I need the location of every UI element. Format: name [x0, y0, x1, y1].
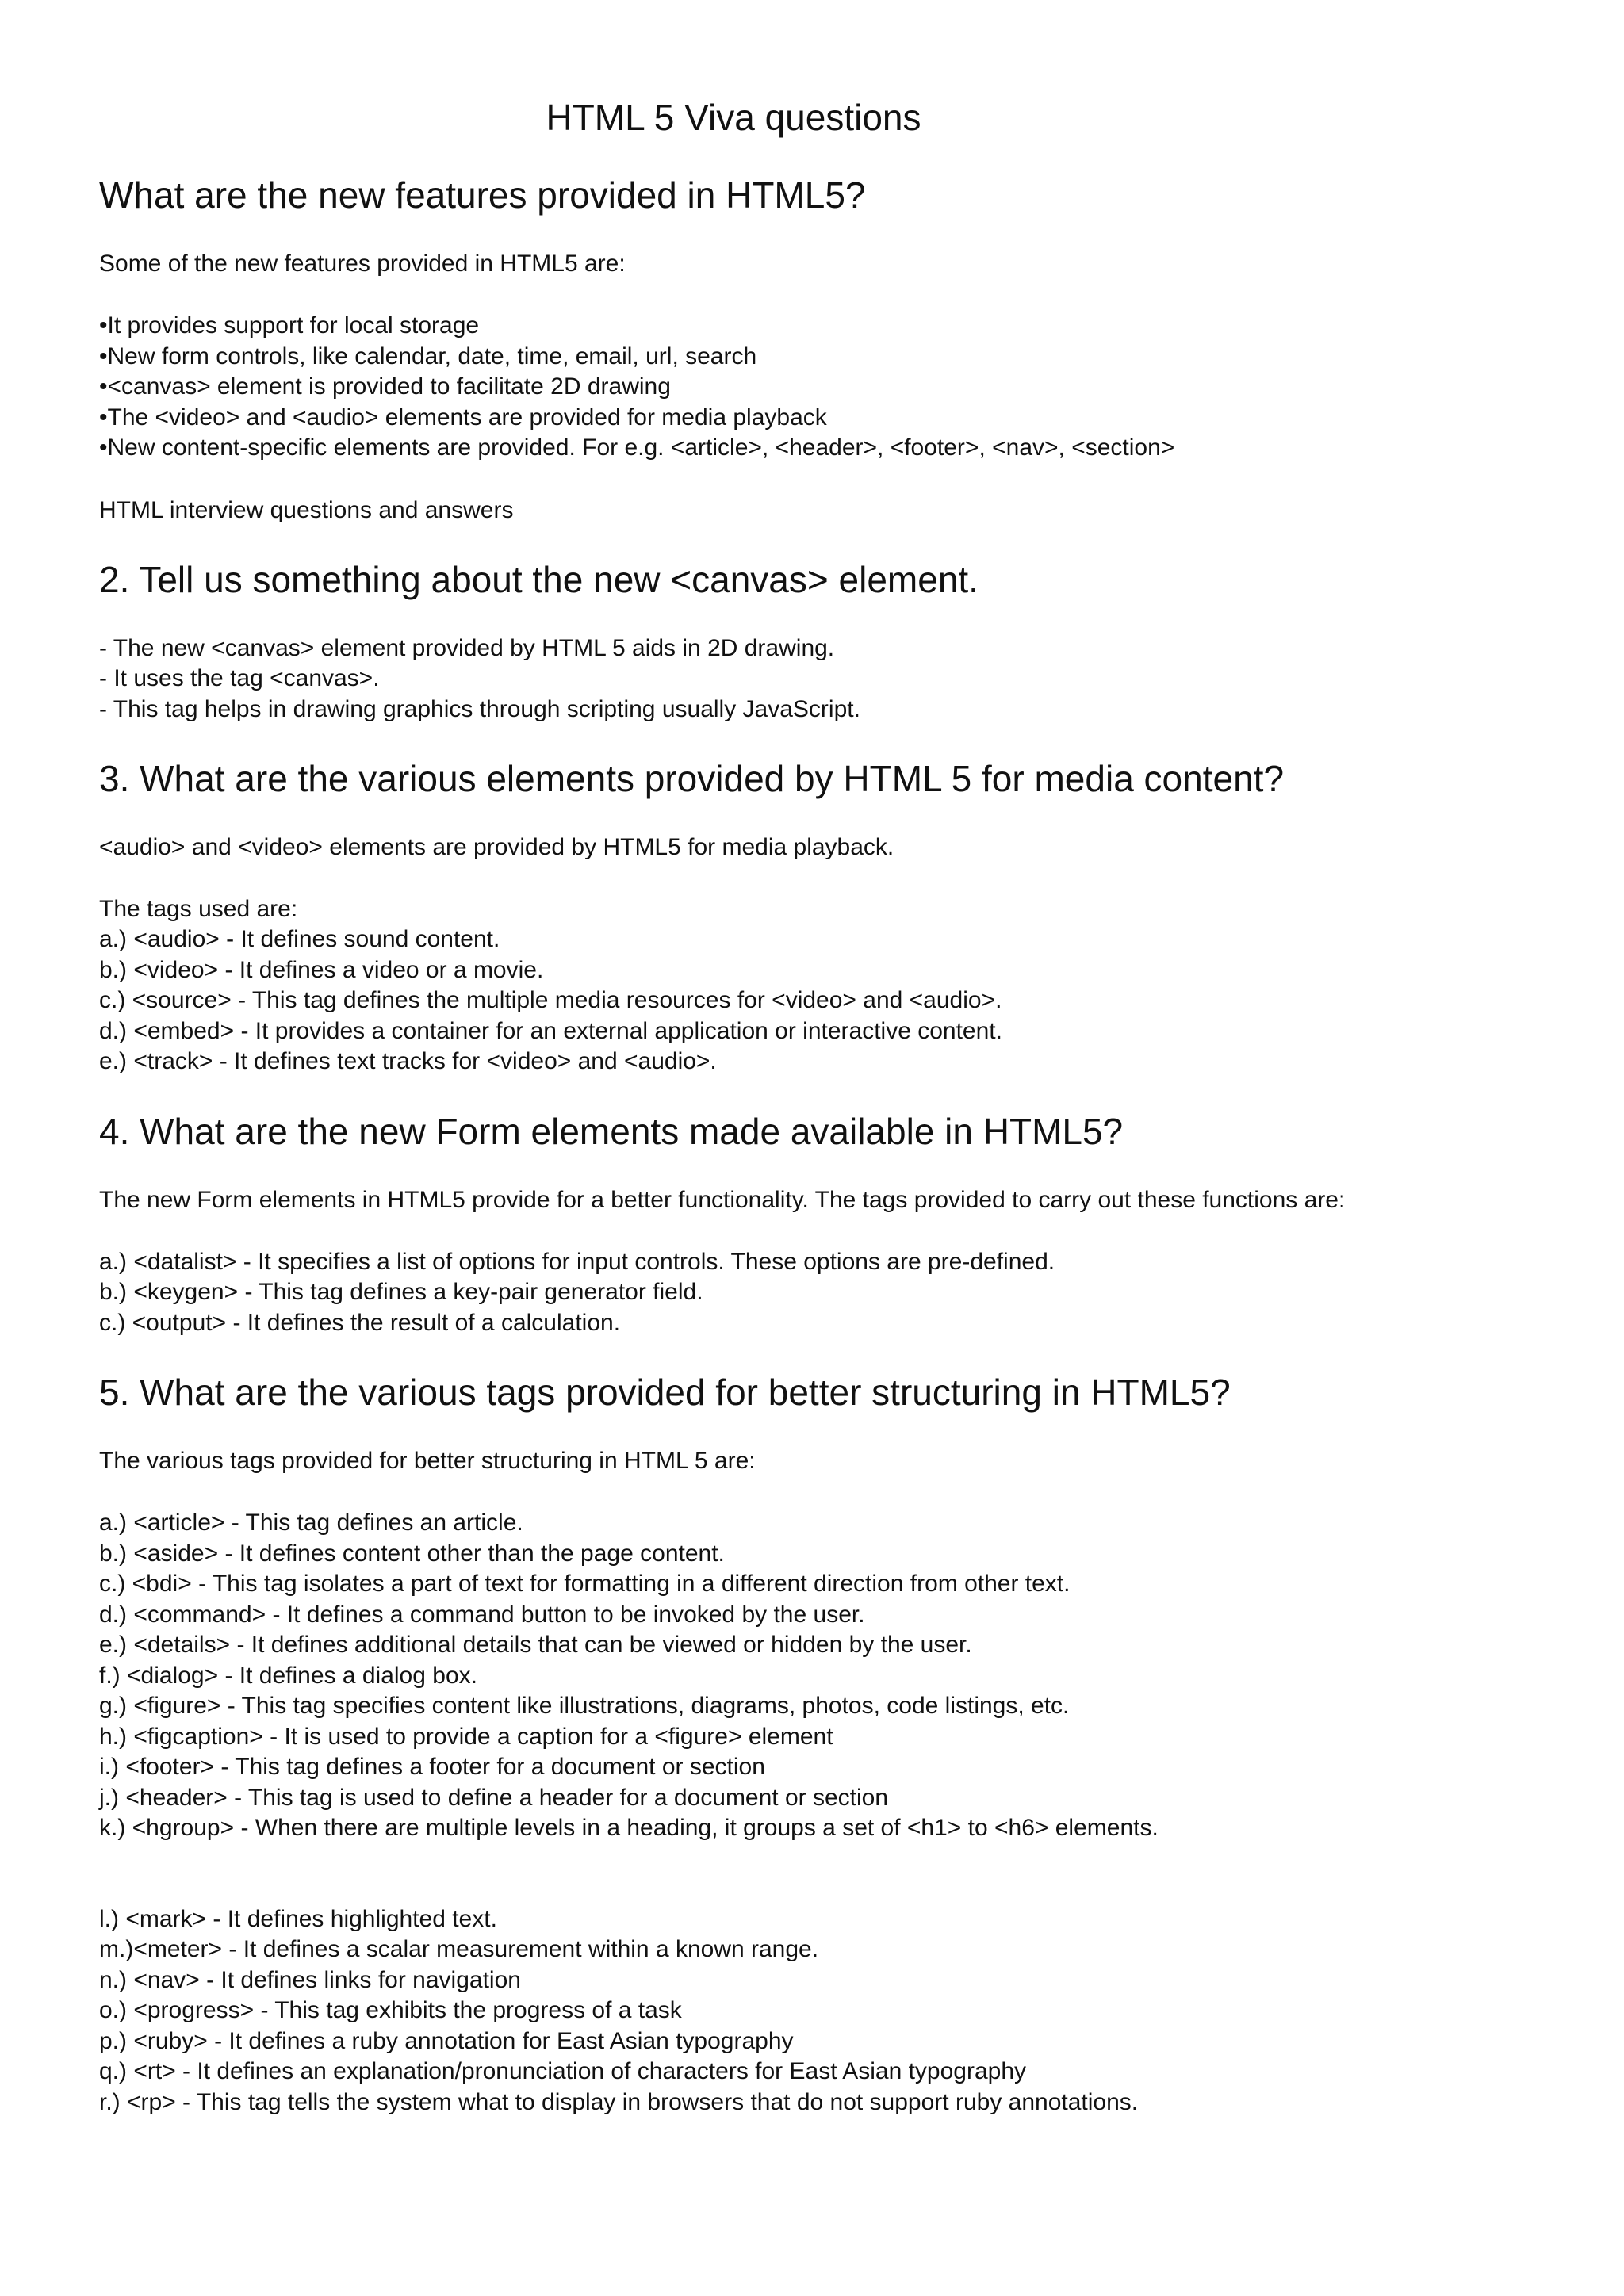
list-item: c.) <output> - It defines the result of a calculation. [99, 1309, 621, 1336]
list-item: •<canvas> element is provided to facilitate 2D drawing [99, 373, 671, 400]
list-item: - This tag helps in drawing graphics through scripting usually JavaScript. [99, 695, 860, 722]
list-item: k.) <hgroup> - When there are multiple levels in a heading, it groups a set of <h1> to <h6> elements. [99, 1815, 1159, 1841]
question-heading-1: What are the new features provided in HTML5? [99, 174, 866, 216]
section-5-intro: The various tags provided for better structuring in HTML 5 are: [99, 1448, 756, 1474]
list-item: h.) <figcaption> - It is used to provide a caption for a <figure> element [99, 1723, 833, 1750]
section-1-list [99, 311, 1526, 464]
question-heading-5: 5. What are the various tags provided for better structuring in HTML5? [99, 1372, 1231, 1413]
document-title-text: HTML 5 Viva questions [546, 97, 921, 138]
list-item: l.) <mark> - It defines highlighted text. [99, 1905, 497, 1932]
list-item: b.) <keygen> - This tag defines a key-pair generator field. [99, 1279, 703, 1305]
list-item: j.) <header> - This tag is used to define a header for a document or section [99, 1784, 889, 1811]
list-item: a.) <datalist> - It specifies a list of options for input controls. These options are pre-defined. [99, 1248, 1055, 1275]
list-item: i.) <footer> - This tag defines a footer for a document or section [99, 1754, 765, 1780]
question-heading-4: 4. What are the new Form elements made available in HTML5? [99, 1110, 1124, 1152]
section-3-subintro: The tags used are: [99, 896, 298, 922]
question-heading-3: 3. What are the various elements provided by HTML 5 for media content? [99, 758, 1285, 799]
section-5-list-a [99, 1508, 1526, 1844]
section-4-intro: The new Form elements in HTML5 provide for a better functionality. The tags provided to carry out these functions are: [99, 1186, 1346, 1213]
list-item: b.) <aside> - It defines content other than the page content. [99, 1540, 725, 1567]
list-item: b.) <video> - It defines a video or a movie. [99, 956, 544, 983]
list-item: r.) <rp> - This tag tells the system what to display in browsers that do not support ruby annotations. [99, 2088, 1139, 2115]
section-5-list-b [99, 1904, 1526, 2118]
section-2-list [99, 633, 1526, 725]
list-item: e.) <track> - It defines text tracks for <video> and <audio>. [99, 1048, 717, 1074]
section-1-note: HTML interview questions and answers [99, 496, 514, 523]
list-item: q.) <rt> - It defines an explanation/pronunciation of characters for East Asian typography [99, 2058, 1027, 2084]
list-item: •New content-specific elements are provided. For e.g. <article>, <header>, <footer>, <nav>, <section> [99, 434, 1175, 461]
section-1-intro: Some of the new features provided in HTML5 are: [99, 251, 626, 277]
list-item: m.)<meter> - It defines a scalar measurement within a known range. [99, 1936, 819, 1962]
document-title [99, 95, 1526, 140]
list-item: n.) <nav> - It defines links for navigation [99, 1966, 521, 1993]
document-page [99, 95, 1526, 2118]
question-heading-2: 2. Tell us something about the new <canvas> element. [99, 558, 979, 600]
list-item: - The new <canvas> element provided by HTML 5 aids in 2D drawing. [99, 634, 835, 661]
section-3-intro: <audio> and <video> elements are provided by HTML5 for media playback. [99, 834, 894, 860]
list-item: d.) <command> - It defines a command button to be invoked by the user. [99, 1601, 865, 1628]
list-item: f.) <dialog> - It defines a dialog box. [99, 1662, 477, 1689]
list-item: a.) <audio> - It defines sound content. [99, 926, 500, 952]
list-item: •It provides support for local storage [99, 312, 480, 339]
section-3-list [99, 924, 1526, 1077]
list-item: d.) <embed> - It provides a container for an external application or interactive content. [99, 1017, 1002, 1044]
list-item: - It uses the tag <canvas>. [99, 665, 380, 691]
list-item: c.) <bdi> - This tag isolates a part of text for formatting in a different direction from other text. [99, 1571, 1071, 1597]
list-item: c.) <source> - This tag defines the multiple media resources for <video> and <audio>. [99, 987, 1002, 1013]
list-item: •The <video> and <audio> elements are provided for media playback [99, 404, 827, 430]
section-4-list [99, 1247, 1526, 1339]
list-item: e.) <details> - It defines additional details that can be viewed or hidden by the user. [99, 1632, 972, 1658]
list-item: •New form controls, like calendar, date, time, email, url, search [99, 342, 757, 369]
list-item: g.) <figure> - This tag specifies content like illustrations, diagrams, photos, code listings, etc. [99, 1693, 1070, 1719]
list-item: o.) <progress> - This tag exhibits the progress of a task [99, 1997, 682, 2023]
list-item: p.) <ruby> - It defines a ruby annotation for East Asian typography [99, 2027, 794, 2054]
list-item: a.) <article> - This tag defines an article. [99, 1510, 523, 1536]
